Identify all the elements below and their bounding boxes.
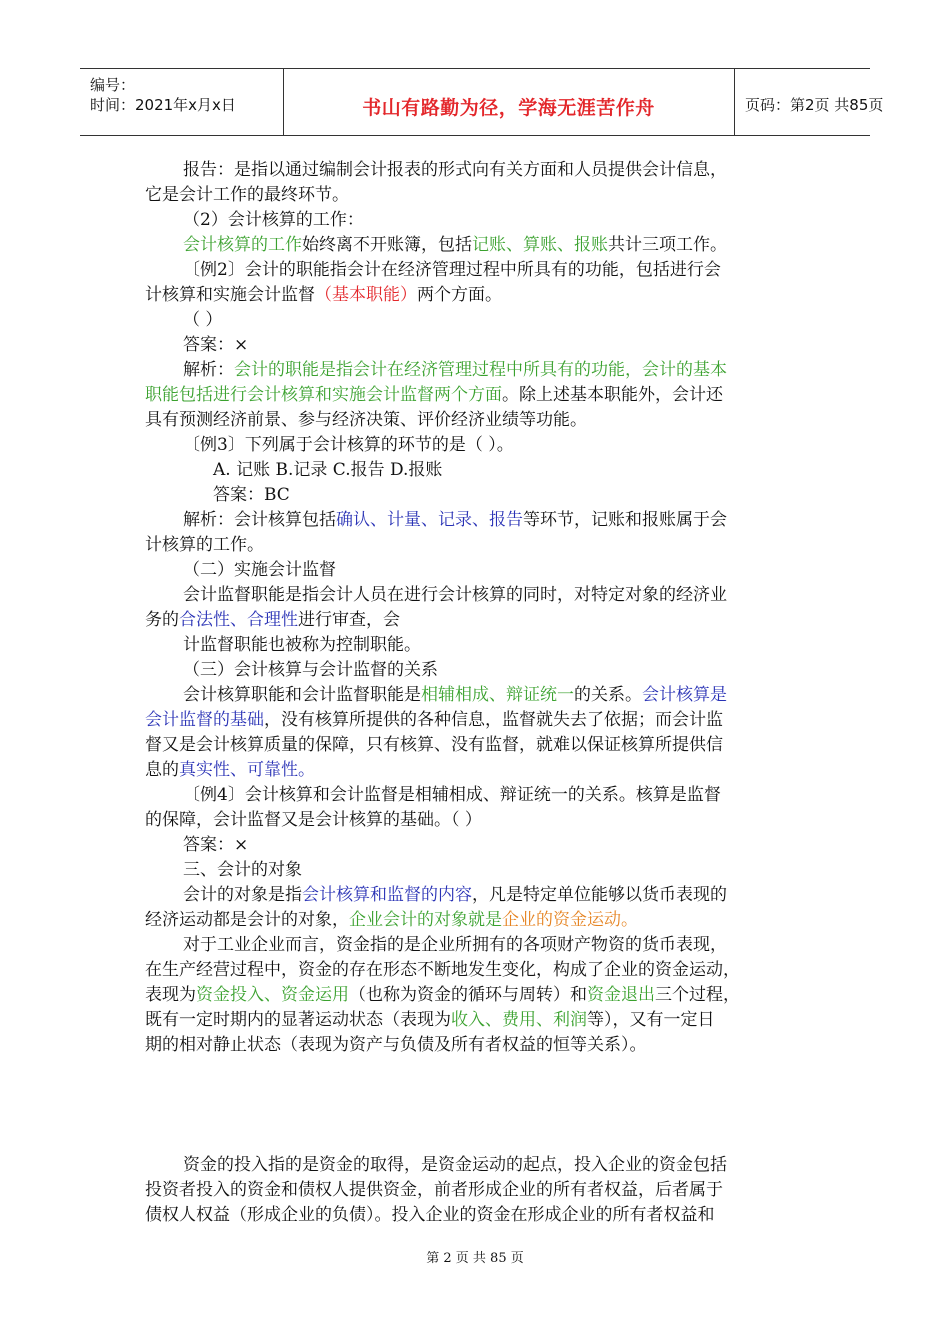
text-line (145, 408, 587, 432)
text-line (145, 758, 315, 782)
text-line (183, 933, 727, 957)
text-span: （2）会计核算的工作： (183, 210, 364, 230)
text-line (183, 783, 721, 807)
text-line (145, 383, 723, 407)
text-span: 会计的职能是指会计在经济管理过程中所具有的功能，会计的基本 (234, 360, 727, 380)
text-span: 〔例3〕下列属于会计核算的环节的是（ ）。 (183, 435, 514, 455)
text-line (145, 908, 638, 932)
text-line (183, 333, 248, 357)
text-span: 两个方面。 (417, 285, 502, 305)
text-span: 等环节，记账和报账属于会 (523, 510, 727, 530)
text-span: 的关系。 (574, 685, 642, 705)
text-line (183, 683, 727, 707)
text-line (183, 658, 438, 682)
text-span: 等），又有一定日 (587, 1010, 715, 1030)
text-span: 期的相对静止状态（表现为资产与负债及所有者权益的恒等关系）。 (145, 1035, 647, 1055)
text-line (183, 358, 727, 382)
text-span: 计监督职能也被称为控制职能。 (183, 635, 421, 655)
text-span: 〔例4〕会计核算和会计监督是相辅相成、辩证统一的关系。核算是监督 (183, 785, 721, 805)
text-span: 资金投入、资金运用 (196, 985, 349, 1005)
text-span: 会计核算和监督的内容 (302, 885, 472, 905)
text-span: 职能包括进行会计核算和实施会计监督两个方面 (145, 385, 502, 405)
text-line (145, 533, 264, 557)
text-span: 〔例2〕会计的职能指会计在经济管理过程中所具有的功能，包括进行会 (183, 260, 721, 280)
text-span: （也称为资金的循环与周转）和 (349, 985, 587, 1005)
text-span: 收入、费用、利润 (451, 1010, 587, 1030)
page-info: 页码：第2页 共85页 (745, 96, 884, 114)
text-line (145, 733, 723, 757)
header-left-cell (80, 69, 284, 135)
text-span: ，凡是特定单位能够以货币表现的 (472, 885, 727, 905)
time-label: 时间：2021年x月x日 (90, 96, 236, 114)
text-span: 始终离不开账簿，包括 (302, 235, 472, 255)
text-span: 对于工业企业而言，资金指的是企业所拥有的各项财产物资的货币表现， (183, 935, 727, 955)
text-line (183, 258, 721, 282)
text-span: 表现为 (145, 985, 196, 1005)
text-span: 会计核算职能和会计监督职能是 (183, 685, 421, 705)
number-label: 编号： (90, 76, 136, 94)
text-span: 资金退出 (587, 985, 655, 1005)
text-span: 会计核算是 (642, 685, 727, 705)
text-span: 答案：× (183, 835, 249, 855)
text-span: 三、会计的对象 (183, 860, 302, 880)
text-line (183, 633, 421, 657)
text-line (213, 458, 442, 482)
text-line (145, 1008, 715, 1032)
text-line (183, 208, 364, 232)
text-line (145, 808, 482, 832)
text-span: 会计的对象是指 (183, 885, 302, 905)
text-span: 会计监督的基础 (145, 710, 264, 730)
text-span: 相辅相成、辩证统一 (421, 685, 574, 705)
text-line (145, 983, 740, 1007)
text-span: （三）会计核算与会计监督的关系 (183, 660, 438, 680)
text-span: 合法性、合理性 (179, 610, 298, 630)
text-span: 投资者投入的资金和债权人提供资金，前者形成企业的所有者权益，后者属于 (145, 1180, 723, 1200)
text-span: 息的 (145, 760, 179, 780)
text-line (145, 708, 723, 732)
text-span: 具有预测经济前景、参与经济决策、评价经济业绩等功能。 (145, 410, 587, 430)
text-span: 既有一定时期内的显著运动状态（表现为 (145, 1010, 451, 1030)
text-span: 经济运动都是会计的对象， (145, 910, 349, 930)
header-middle-cell (283, 69, 735, 135)
text-span: 解析： (183, 360, 234, 380)
page-header (80, 68, 884, 136)
text-line (213, 483, 290, 507)
text-span: 确认、计量、记录、报告 (336, 510, 523, 530)
text-span: 三个过程， (655, 985, 740, 1005)
text-span: 的保障，会计监督又是会计核算的基础。（ ） (145, 810, 482, 830)
text-span: 记账、算账、报账 (472, 235, 608, 255)
motto: 书山有路勤为径，学海无涯苦作舟 (362, 97, 655, 119)
text-span: 在生产经营过程中，资金的存在形态不断地发生变化，构成了企业的资金运动， (145, 960, 740, 980)
text-span: 解析：会计核算包括 (183, 510, 336, 530)
text-line (145, 1178, 723, 1202)
text-span: 务的 (145, 610, 179, 630)
text-span: 计核算的工作。 (145, 535, 264, 555)
text-line (183, 308, 222, 332)
text-line (183, 508, 727, 532)
text-span: 答案：× (183, 335, 249, 355)
text-span: 督又是会计核算质量的保障，只有核算、没有监督，就难以保证核算所提供信 (145, 735, 723, 755)
text-span: 计核算和实施会计监督 (145, 285, 315, 305)
text-span: （二）实施会计监督 (183, 560, 336, 580)
text-span: 债权人权益（形成企业的负债）。投入企业的资金在形成企业的所有者权益和 (145, 1205, 715, 1225)
text-span: （ ） (183, 310, 223, 330)
text-line (183, 558, 336, 582)
text-line (183, 1153, 727, 1177)
text-span: （基本职能） (315, 285, 417, 305)
text-span: 报告：是指以通过编制会计报表的形式向有关方面和人员提供会计信息， (183, 160, 727, 180)
text-line (183, 883, 727, 907)
page-footer: 第 2 页 共 85 页 (426, 1251, 524, 1266)
text-line (183, 433, 514, 457)
text-line (183, 583, 727, 607)
text-span: 资金的投入指的是资金的取得，是资金运动的起点，投入企业的资金包括 (183, 1155, 727, 1175)
text-line (145, 183, 349, 207)
text-span: 真实性、可靠性。 (179, 760, 315, 780)
text-span: A. 记账 B.记录 C.报告 D.报账 (213, 460, 443, 480)
text-span: 会计监督职能是指会计人员在进行会计核算的同时，对特定对象的经济业 (183, 585, 727, 605)
text-span: 答案：BC (213, 485, 290, 505)
text-line (145, 958, 740, 982)
text-line (145, 283, 502, 307)
text-span: 企业会计的对象就是 (349, 910, 502, 930)
text-span: 共计三项工作。 (608, 235, 727, 255)
text-line (183, 858, 302, 882)
text-line (183, 233, 727, 257)
text-span: 企业的资金运动。 (502, 910, 638, 930)
text-span: 。除上述基本职能外，会计还 (502, 385, 723, 405)
text-line (183, 833, 248, 857)
text-span: 进行审查，会 (298, 610, 400, 630)
header-right-cell (735, 69, 884, 135)
text-span: 会计核算的工作 (183, 235, 302, 255)
text-line (183, 158, 727, 182)
text-span: ，没有核算所提供的各种信息，监督就失去了依据；而会计监 (264, 710, 723, 730)
text-line (145, 1033, 647, 1057)
text-line (145, 608, 400, 632)
text-line (145, 1203, 715, 1227)
text-span: 它是会计工作的最终环节。 (145, 185, 349, 205)
